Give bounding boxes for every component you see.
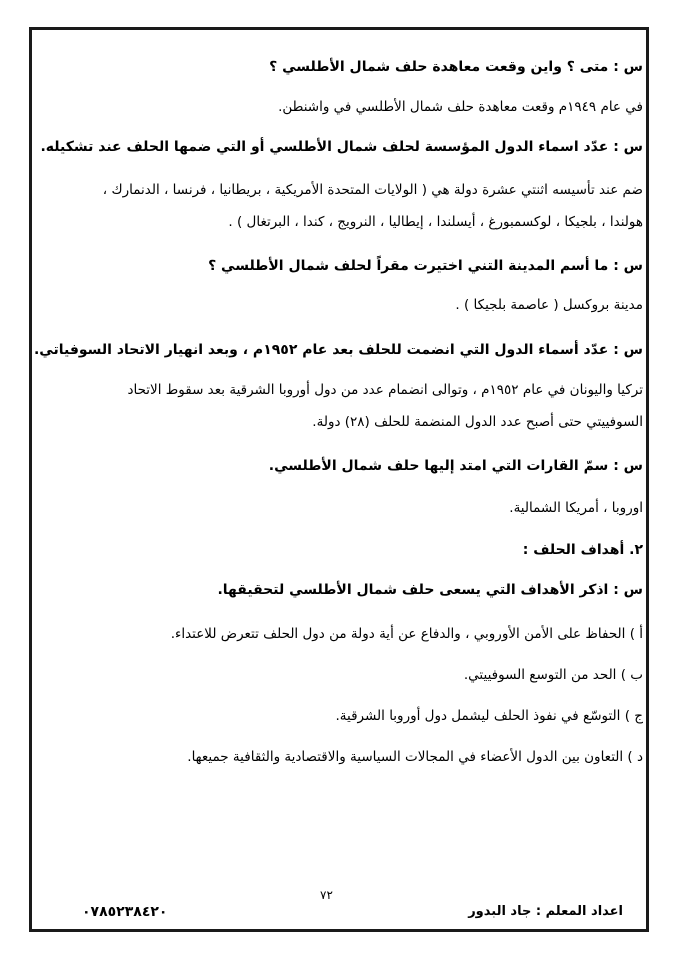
goal-c: ج ) التوسّع في نفوذ الحلف ليشمل دول أوروبا الشرقية. (335, 708, 643, 724)
goal-b: ب ) الحد من التوسع السوفييتي. (463, 667, 643, 683)
question-5: س : سمّ القارات التي امتد إليها حلف شمال الأطلسي. (268, 458, 643, 474)
goal-d: د ) التعاون بين الدول الأعضاء في المجالات السياسية والاقتصادية والثقافية جميعها. (187, 749, 643, 765)
answer-2-line-2: هولندا ، بلجيكا ، لوكسمبورغ ، أيسلندا ، إيطاليا ، النرويج ، كندا ، البرتغال ) . (228, 214, 643, 230)
goal-a: أ ) الحفاظ على الأمن الأوروبي ، والدفاع عن أية دولة من دول الحلف تتعرض للاعتداء. (170, 626, 643, 642)
answer-4-line-1: تركيا واليونان في عام ١٩٥٢م ، وتوالى انضمام عدد من دول أوروبا الشرقية بعد سقوط الاتحاد (127, 382, 643, 398)
author-credit: اعداد المعلم : جاد البدور (468, 904, 623, 919)
page-number: ٧٢ (320, 888, 333, 902)
answer-4-line-2: السوفييتي حتى أصبح عدد الدول المنضمة للحلف (٢٨) دولة. (312, 414, 643, 430)
phone-number: ٠٧٨٥٢٣٨٤٢٠ (82, 904, 168, 920)
answer-1: في عام ١٩٤٩م وقعت معاهدة حلف شمال الأطلسي في واشنطن. (278, 99, 643, 115)
page-border (29, 27, 649, 932)
question-6: س : اذكر الأهداف التي يسعى حلف شمال الأطلسي لتحقيقها. (217, 582, 643, 598)
answer-2-line-1: ضم عند تأسيسه اثنتي عشرة دولة هي ( الولايات المتحدة الأمريكية ، بريطانيا ، فرنسا ، الدنمارك ، (102, 182, 643, 198)
question-1: س : متى ؟ واين وقعت معاهدة حلف شمال الأطلسي ؟ (269, 59, 643, 75)
question-2: س : عدّد اسماء الدول المؤسسة لحلف شمال الأطلسي أو التي ضمها الحلف عند تشكيله. (40, 139, 643, 155)
answer-3: مدينة بروكسل ( عاصمة بلجيكا ) . (455, 297, 643, 313)
question-4: س : عدّد أسماء الدول التي انضمت للحلف بعد عام ١٩٥٢م ، وبعد انهيار الاتحاد السوفياتي. (33, 342, 643, 358)
answer-5: اوروبا ، أمريكا الشمالية. (509, 500, 643, 516)
question-3: س : ما أسم المدينة التني اختيرت مقراً لحلف شمال الأطلسي ؟ (208, 258, 643, 274)
section-heading-goals: ٢. أهداف الحلف : (522, 542, 643, 558)
